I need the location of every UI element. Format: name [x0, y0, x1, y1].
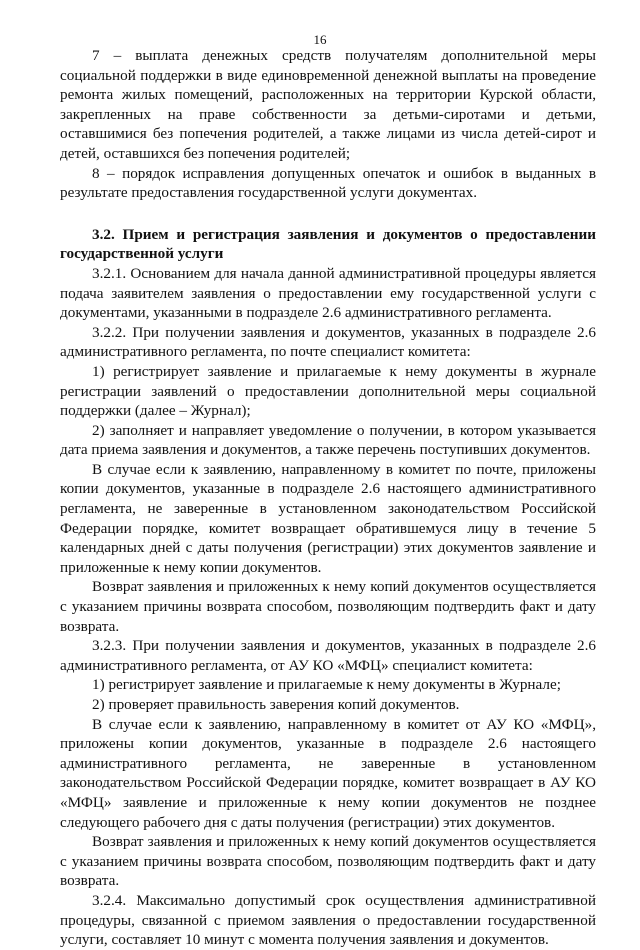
section-heading: 3.2. Прием и регистрация заявления и документов о предоставлении государственной услуги [60, 225, 596, 263]
page-number: 16 [313, 32, 327, 47]
paragraph-3-2-3: 3.2.3. При получении заявления и документов, указанных в подразделе 2.6 административного регламента, от АУ КО «МФЦ» специалист комитета: [60, 637, 596, 674]
paragraph-return-method: Возврат заявления и приложенных к нему копий документов осуществляется с указанием причины возврата способом, позволяющим подтвердить факт и дату возврата. [60, 578, 596, 635]
list-item-check-copies: 2) проверяет правильность заверения копий документов. [92, 696, 460, 713]
list-item-register-journal: 1) регистрирует заявление и прилагаемые к нему документы в Журнале; [92, 676, 561, 694]
list-item-register-mail: 1) регистрирует заявление и прилагаемые к нему документы в журнале регистрации заявлений о предоставлении дополнительной меры социальной поддержки (далее – Журнал); [60, 362, 596, 420]
paragraph-mail-return: В случае если к заявлению, направленному в комитет по почте, приложены копии документов, указанные в подразделе 2.6 настоящего административного регламента, не заверенные в установленном законодательством Российской Федерации порядке, комитет возвращает обратившемуся лицу в течение 5 календарных дней с даты получения (регистрации) этих документов заявление и приложенные к нему копии документов. [60, 460, 596, 576]
list-item-notification: 2) заполняет и направляет уведомление о получении, в котором указывается дата приема заявления и документов, а также перечень поступивших документов. [60, 421, 596, 459]
document-body [60, 46, 596, 950]
paragraph-return-method-mfc: Возврат заявления и приложенных к нему копий документов осуществляется с указанием причины возврата способом, позволяющим подтвердить факт и дату возврата. [60, 833, 596, 890]
paragraph-item-8: 8 – порядок исправления допущенных опечаток и ошибок в выданных в результате предоставления государственной услуги документах. [60, 164, 596, 202]
paragraph-3-2-1: 3.2.1. Основанием для начала данной административной процедуры является подача заявителем заявления о предоставлении ему государственной услуги с документами, указанными в подразделе 2.6 административного регламента. [60, 264, 596, 322]
paragraph-mfc-return: В случае если к заявлению, направленному в комитет от АУ КО «МФЦ», приложены копии документов, указанные в подразделе 2.6 настоящего административного регламента, не заверенные в установленном законодательством Российской Федерации порядке, комитет возвращает в АУ КО «МФЦ» заявление и приложенные к нему копии документов не позднее следующего рабочего дня с даты получения (регистрации) этих документов. [60, 715, 596, 831]
section-spacer [60, 203, 596, 225]
paragraph-3-2-2: 3.2.2. При получении заявления и документов, указанных в подразделе 2.6 административного регламента, по почте специалист комитета: [60, 323, 596, 361]
paragraph-3-2-4: 3.2.4. Максимально допустимый срок осуществления административной процедуры, связанной с приемом заявления о предоставлении государственной услуги, составляет 10 минут с момента получения заявления и документов. [60, 891, 596, 949]
paragraph-item-7: 7 – выплата денежных средств получателям дополнительной меры социальной поддержки в виде единовременной денежной выплаты на проведение ремонта жилых помещений, расположенных на территории Курской области, закрепленных на праве собственности за детьми-сиротами и детьми, оставшимися без попечения родителей, а также лицами из числа детей-сирот и детей, оставшихся без попечения родителей; [60, 47, 596, 162]
